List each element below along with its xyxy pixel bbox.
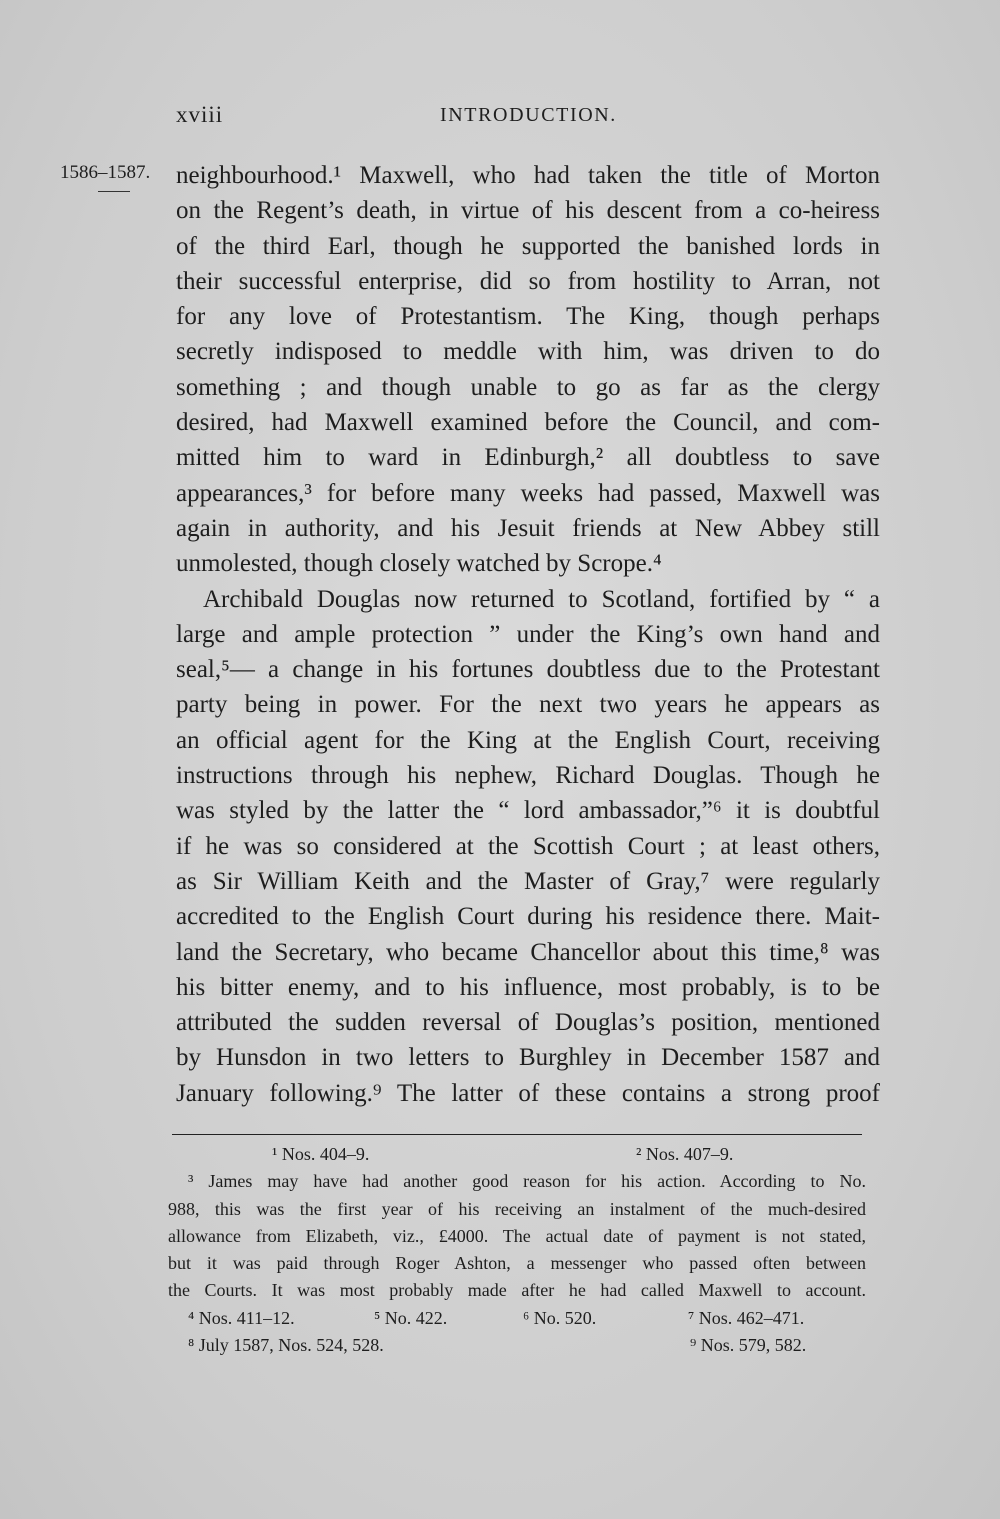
footnote-line: but it was paid through Roger Ashton, a messenger who passed often between bbox=[168, 1253, 866, 1274]
text-line: instructions through his nephew, Richard Douglas. Though he bbox=[176, 762, 880, 790]
text-line: attributed the sudden reversal of Douglas’s position, mentioned bbox=[176, 1009, 880, 1037]
text-line: as Sir William Keith and the Master of Gray,⁷ were regularly bbox=[176, 867, 880, 895]
footnote-4: ⁴ Nos. 411–12. bbox=[188, 1307, 295, 1328]
footnote-row bbox=[168, 1332, 866, 1359]
footnote-line: 988, this was the first year of his receiving an instalment of the much-desired bbox=[168, 1198, 866, 1219]
footnote-line: ³ James may have had another good reason for his action. According to No. bbox=[188, 1171, 866, 1192]
text-line: appearances,³ for before many weeks had passed, Maxwell was bbox=[176, 479, 880, 507]
text-line: party being in power. For the next two years he appears as bbox=[176, 691, 880, 719]
footnote-row bbox=[168, 1305, 866, 1332]
footnote-rule bbox=[172, 1134, 862, 1135]
text-line: of the third Earl, though he supported the banished lords in bbox=[176, 232, 880, 260]
text-line: Archibald Douglas now returned to Scotland, fortified by “ a bbox=[203, 585, 880, 613]
page-header bbox=[176, 102, 876, 134]
footnote-1: ¹ Nos. 404–9. bbox=[272, 1144, 370, 1164]
page-number: xviii bbox=[176, 102, 224, 127]
text-line: neighbourhood.¹ Maxwell, who had taken the title of Morton bbox=[176, 162, 880, 189]
footnote-3 bbox=[168, 1168, 866, 1304]
text-line: mitted him to ward in Edinburgh,² all doubtless to save bbox=[176, 444, 880, 472]
text-line: his bitter enemy, and to his influence, most probably, is to be bbox=[176, 973, 880, 1001]
text-line: by Hunsdon in two letters to Burghley in December 1587 and bbox=[176, 1044, 880, 1072]
text-line: January following.⁹ The latter of these contains a strong proof bbox=[176, 1079, 880, 1107]
text-line: land the Secretary, who became Chancellor about this time,⁸ was bbox=[176, 938, 880, 966]
text-line: again in authority, and his Jesuit friends at New Abbey still bbox=[176, 514, 880, 542]
text-line: on the Regent’s death, in virtue of his descent from a co-heiress bbox=[176, 197, 880, 225]
footnote-6: ⁶ No. 520. bbox=[523, 1307, 597, 1328]
marginal-date: 1586–1587. bbox=[60, 162, 151, 183]
text-line: unmolested, though closely watched by Scrope.⁴ bbox=[176, 550, 662, 578]
footnotes bbox=[168, 1141, 866, 1359]
footnote-5: ⁵ No. 422. bbox=[374, 1307, 448, 1328]
body-text bbox=[176, 158, 880, 1111]
footnote-row bbox=[168, 1141, 866, 1168]
marginal-rule bbox=[98, 191, 130, 192]
footnote-line: the Courts. It was most probably made after he had called Maxwell to account. bbox=[168, 1280, 866, 1301]
footnote-line: allowance from Elizabeth, viz., £4000. The actual date of payment is not stated, bbox=[168, 1225, 866, 1246]
text-line: desired, had Maxwell examined before the Council, and com- bbox=[176, 409, 880, 437]
footnote-7: ⁷ Nos. 462–471. bbox=[688, 1307, 805, 1328]
text-line: secretly indisposed to meddle with him, was driven to do bbox=[176, 338, 880, 366]
text-line: was styled by the latter the “ lord ambassador,”⁶ it is doubtful bbox=[176, 797, 880, 825]
text-line: something ; and though unable to go as far as the clergy bbox=[176, 373, 880, 401]
footnote-8: ⁸ July 1587, Nos. 524, 528. bbox=[188, 1335, 384, 1356]
text-line: accredited to the English Court during his residence there. Mait- bbox=[176, 903, 880, 931]
text-line: large and ample protection ” under the King’s own hand and bbox=[176, 620, 880, 648]
text-line: if he was so considered at the Scottish Court ; at least others, bbox=[176, 832, 880, 860]
text-line: seal,⁵— a change in his fortunes doubtless due to the Protestant bbox=[176, 656, 880, 684]
footnote-9: ⁹ Nos. 579, 582. bbox=[690, 1335, 807, 1356]
text-line: their successful enterprise, did so from hostility to Arran, not bbox=[176, 267, 880, 295]
footnote-2: ² Nos. 407–9. bbox=[636, 1144, 734, 1164]
running-title: INTRODUCTION. bbox=[440, 104, 617, 126]
text-line: an official agent for the King at the English Court, receiving bbox=[176, 726, 880, 754]
text-line: for any love of Protestantism. The King, though perhaps bbox=[176, 303, 880, 331]
